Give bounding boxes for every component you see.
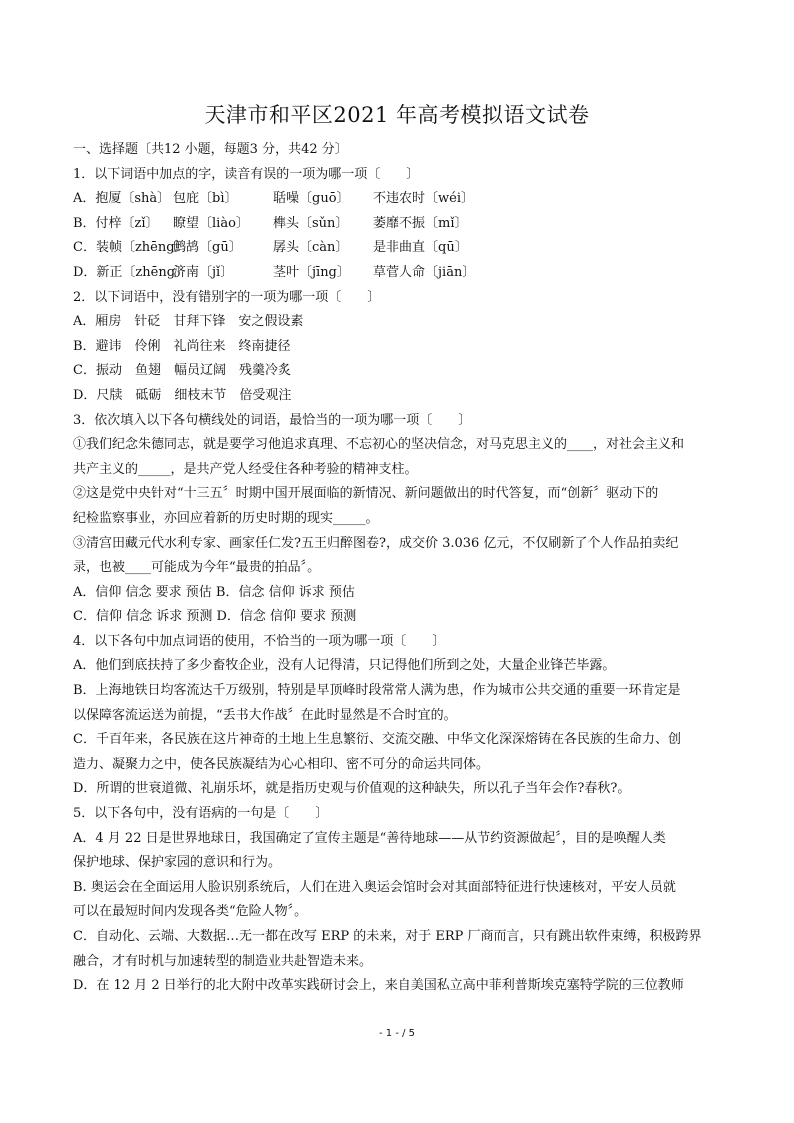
question-4-text-line: 造力、凝聚力之中，使各民族凝结为心心相印、密不可分的命运共同体。 bbox=[73, 756, 490, 772]
question-1-option-c bbox=[73, 236, 733, 261]
question-4-text-line: B．上海地铁日均客流达千万级别，特别是早顶峰时段常常人满为患，作为城市公共交通的重要一环肯定是 bbox=[73, 683, 681, 699]
question-3-text-line: ①我们纪念朱德同志，就是要学习他追求真理、不忘初心的坚决信念，对马克思主义的____，对社会主义和 bbox=[73, 437, 685, 453]
option-term: D．新正〔zhēng〕 bbox=[73, 264, 189, 280]
question-4-text-line: 以保障客流运送为前提，“丢书大作战〞在此时显然是不合时宜的。 bbox=[73, 707, 457, 723]
question-3-text-line: 共产主义的_____，是共产党人经受住各种考验的精神支柱。 bbox=[73, 461, 418, 477]
option-term: 瞭望〔liào〕 bbox=[173, 215, 249, 231]
question-5-text-line: D．在 12 月 2 日举行的北大附中改革实践研讨会上，来自美国私立高中菲利普斯埃克塞特学院的三位教师 bbox=[73, 978, 684, 994]
question-3-options-cd: C．信仰 信念 诉求 预测 D．信念 信仰 要求 预测 bbox=[73, 609, 357, 625]
question-5-text-line: 保护地球、保护家园的意识和行为。 bbox=[73, 855, 282, 871]
option-term: 孱头〔càn〕 bbox=[273, 240, 349, 256]
section-heading: 一、选择题〔共12 小题，每题3 分，共42 分〕 bbox=[73, 142, 348, 157]
question-4-text-line: A．他们到底扶持了多少畜牧企业，没有人记得清，只记得他们所到之处，大量企业锋芒毕露。 bbox=[73, 658, 616, 674]
option-term: 榫头〔sǔn〕 bbox=[273, 215, 349, 231]
question-1-option-b bbox=[73, 212, 733, 237]
question-3-stem: 3．依次填入以下各句横线处的词语，最恰当的一项为哪一项〔 〕 bbox=[73, 412, 472, 428]
option-term: 不违农时〔wéi〕 bbox=[373, 191, 474, 207]
option-term: C．装帧〔zhēng〕 bbox=[73, 240, 188, 256]
question-4-text-line: C．千百年来，各民族在这片神奇的土地上生息繁衍、交流交融、中华文化深深熔铸在各民族的生命力、创 bbox=[73, 732, 681, 748]
question-5-text-line: 可以在最短时间内发现各类“危险人物〞。 bbox=[73, 904, 308, 920]
question-5-stem: 5．以下各句中，没有语病的一句是〔 〕 bbox=[73, 806, 329, 822]
question-4-stem: 4．以下各句中加点词语的使用，不恰当的一项为哪一项〔 〕 bbox=[73, 633, 446, 649]
question-2-option-d: D．尺牍 砥砺 细枝末节 倍受观注 bbox=[73, 387, 292, 403]
option-term: 包庇〔bì〕 bbox=[173, 191, 238, 207]
question-5-text-line: 融合，才有时机与加速转型的制造业共赴智造未来。 bbox=[73, 953, 373, 969]
question-3-options-ab: A．信仰 信念 要求 预估 B．信念 信仰 诉求 预估 bbox=[73, 584, 355, 600]
question-1-stem: 1．以下词语中加点的字，读音有误的一项为哪一项〔 〕 bbox=[73, 166, 420, 182]
question-2-option-a: A．厢房 针砭 甘拜下锋 安之假设素 bbox=[73, 314, 304, 330]
question-2-stem: 2．以下词语中，没有错别字的一项为哪一项〔 〕 bbox=[73, 289, 381, 305]
question-3-text-line: ③清宫田藏元代水利专家、画家任仁发?五王归醉图卷?，成交价 3.036 亿元，不仅刷新了个人作品拍卖纪 bbox=[73, 535, 679, 551]
question-3-text-line: ②这是党中央针对“十三五〞时期中国开展面临的新情况、新问题做出的时代答复，而“创新〞驱动下的 bbox=[73, 486, 659, 502]
question-1-option-d bbox=[73, 261, 733, 286]
question-5-text-line: A．4 月 22 日是世界地球日，我国确定了宣传主题是“善待地球——从节约资源做起〞，目的是唤醒人类 bbox=[73, 830, 666, 846]
option-term: A．抱厦〔shà〕 bbox=[73, 191, 171, 207]
exam-content bbox=[73, 138, 733, 999]
question-3-text-line: 录，也被____可能成为今年“最贵的拍品〞。 bbox=[73, 560, 321, 576]
page-number: - 1 - / 5 bbox=[378, 1028, 416, 1039]
question-2-option-b: B．避讳 伶俐 礼尚往来 终南捷径 bbox=[73, 338, 291, 354]
question-1-option-a bbox=[73, 187, 733, 212]
question-4-text-line: D．所谓的世衰道微、礼崩乐坏，就是指历史观与价值观的这种缺失，所以孔子当年会作?春秋?。 bbox=[73, 781, 631, 797]
option-term: 鹧鸪〔gū〕 bbox=[173, 240, 242, 256]
question-3-text-line: 纪检监察事业，亦回应着新的历史时期的现实_____。 bbox=[73, 510, 379, 526]
option-term: 是非曲直〔qū〕 bbox=[373, 240, 468, 256]
question-5-text-line: C．自动化、云端、大数据…无一都在改写 ERP 的未来，对于 ERP 厂商而言，只有跳出软件束缚，积极跨界 bbox=[73, 929, 702, 944]
question-5-text-line: B. 奥运会在全面运用人脸识别系统后，人们在进入奥运会馆时会对其面部特征进行快速核对，平安人员就 bbox=[73, 879, 676, 895]
question-2-option-c: C．振动 鱼翅 幅员辽阔 残羹冷炙 bbox=[73, 363, 291, 379]
page-title: 天津市和平区2021 年高考模拟语文试卷 bbox=[204, 103, 590, 127]
option-term: 萎靡不振〔mǐ〕 bbox=[373, 215, 468, 231]
option-term: B．付梓〔zǐ〕 bbox=[73, 215, 159, 231]
option-term: 茎叶〔jīng〕 bbox=[273, 264, 350, 280]
option-term: 济南〔jǐ〕 bbox=[173, 264, 234, 280]
option-term: 聒噪〔guō〕 bbox=[273, 191, 350, 207]
option-term: 草菅人命〔jiān〕 bbox=[373, 264, 476, 280]
